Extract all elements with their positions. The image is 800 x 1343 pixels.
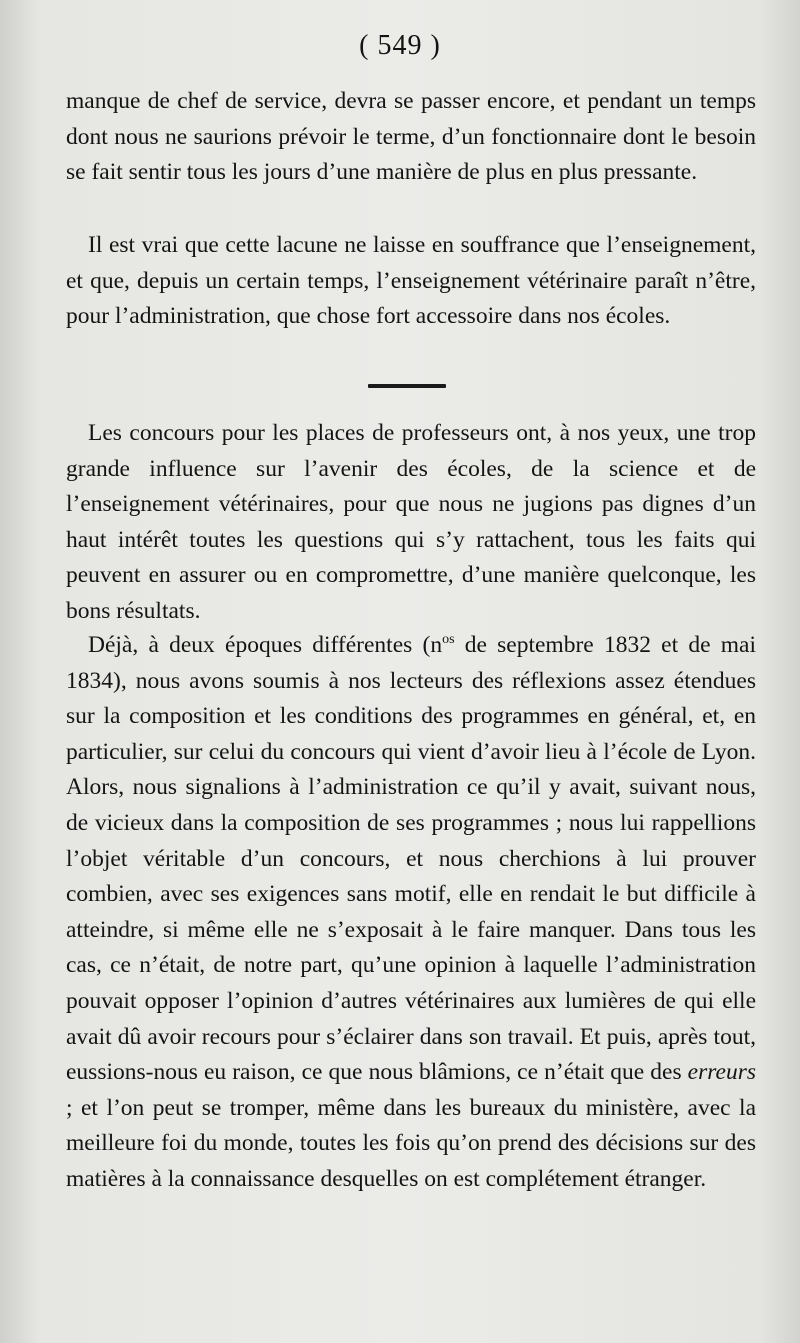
paragraph-4-superscript: os	[442, 632, 455, 648]
paragraph-4-text-c: ; et l’on peut se tromper, même dans les bureaux du ministère, avec la meilleure foi du monde, toutes les fois qu’on prend des décisions sur des matières à la connaissance desquelles on est complétement étranger.	[66, 1094, 756, 1192]
paragraph-4	[66, 628, 756, 1198]
paragraph-3-text: Les concours pour les places de professeurs ont, à nos yeux, une trop grande influence sur l’avenir des écoles, de la science et de l’enseignement vétérinaires, pour que nous ne jugions pas dignes d’un haut intérêt toutes les questions qui s’y rattachent, tous les faits qui peuvent en assurer ou en compromettre, d’une manière quelconque, les bons résultats.	[66, 420, 756, 624]
paragraph-4-text-b: de septembre 1832 et de mai 1834), nous avons soumis à nos lecteurs des réflexions assez étendues sur la composition et les conditions des programmes en général, et, en particulier, sur celui du concours qui vient d’avoir lieu à l’école de Lyon. Alors, nous signalions à l’administration ce qu’il y avait, suivant nous, de vicieux dans la composition de ses programmes ; nous lui rappellions l’objet véritable d’un concours, et nous cherchions à lui prouver combien, avec ses exigences sans motif, elle en rendait le but difficile à atteindre, si même elle ne s’exposait à le faire manquer. Dans tous les cas, ce n’était, de notre part, qu’une opinion à laquelle l’administration pouvait opposer l’opinion d’autres vétérinaires aux lumières de qui elle avait dû avoir recours pour s’éclairer dans son travail. Et puis, après tout, eussions-nous eu raison, ce que nous blâmions, ce n’était que des	[66, 632, 756, 1086]
page-number: ( 549 )	[359, 30, 441, 61]
paragraph-3	[66, 416, 756, 630]
paragraph-4-italic: erreurs	[687, 1059, 756, 1086]
paragraph-1	[66, 84, 756, 191]
paragraph-4-text-a: Déjà, à deux époques différentes (n	[88, 632, 443, 658]
paragraph-1-text: manque de chef de service, devra se passer encore, et pendant un temps dont nous ne saurions prévoir le terme, d’un fonctionnaire dont le besoin se fait sentir tous les jours d’une manière de plus en plus pressante.	[66, 88, 756, 186]
section-separator	[368, 384, 446, 388]
paragraph-2-text: Il est vrai que cette lacune ne laisse en souffrance que l’enseignement, et que, depuis un certain temps, l’enseignement vétérinaire paraît n’être, pour l’administration, que chose fort accessoire dans nos écoles.	[66, 232, 756, 330]
paragraph-2	[66, 228, 756, 335]
